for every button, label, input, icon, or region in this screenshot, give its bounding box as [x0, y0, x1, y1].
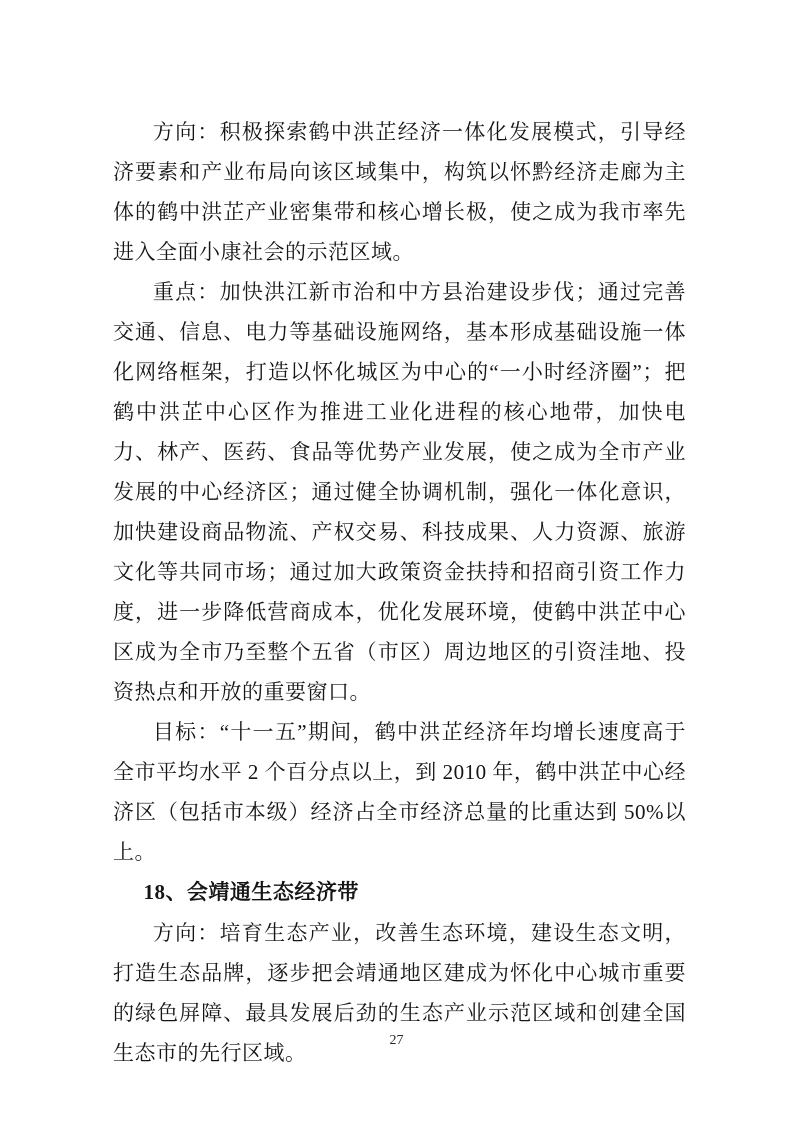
paragraph-direction-eco: 方向：培育生态产业，改善生态环境，建设生态文明，打造生态品牌，逐步把会靖通地区建成为怀化中心城市重要的绿色屏障、最具发展后劲的生态产业示范区域和创建全国生态市的先行区域。 — [113, 921, 686, 1065]
paragraph-direction: 方向：积极探索鹤中洪芷经济一体化发展模式，引导经济要素和产业布局向该区域集中，构筑以怀黔经济走廊为主体的鹤中洪芷产业密集带和核心增长极，使之成为我市率先进入全面小康社会的示范区域。 — [113, 120, 686, 264]
section-heading-18: 18、会靖通生态经济带 — [143, 880, 359, 904]
paragraph-target: 目标：“十一五”期间，鹤中洪芷经济年均增长速度高于全市平均水平 2 个百分点以上，到 2010 年，鹤中洪芷中心经济区（包括市本级）经济占全市经济总量的比重达到 50%以上。 — [113, 720, 686, 864]
page-content — [113, 112, 686, 1073]
paragraph-key-points: 重点：加快洪江新市治和中方县治建设步伐；通过完善交通、信息、电力等基础设施网络，基本形成基础设施一体化网络框架，打造以怀化城区为中心的“一小时经济圈”；把鹤中洪芷中心区作为推进工业化进程的核心地带，加快电力、林产、医药、食品等优势产业发展，使之成为全市产业发展的中心经济区；通过健全协调机制，强化一体化意识，加快建设商品物流、产权交易、科技成果、人力资源、旅游文化等共同市场；通过加大政策资金扶持和招商引资工作力度，进一步降低营商成本，优化发展环境，使鹤中洪芷中心区成为全市乃至整个五省（市区）周边地区的引资洼地、投资热点和开放的重要窗口。 — [113, 280, 686, 704]
page-number: 27 — [389, 1033, 404, 1048]
